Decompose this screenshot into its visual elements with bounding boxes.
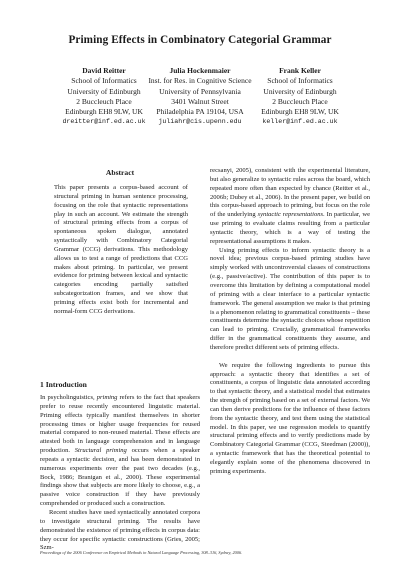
author-street: 2 Buccleuch Place	[272, 96, 328, 106]
author-street: 3401 Walnut Street	[171, 96, 229, 106]
proceedings-footnote: Proceedings of the 2006 Conference on Empirical Methods in Natural Language Processing, 308–316, Sydney, 2006.	[40, 550, 243, 555]
author-affiliation: School of Informatics	[267, 76, 333, 86]
author-street: 2 Buccleuch Place	[76, 96, 132, 106]
author-email[interactable]: dreitter@inf.ed.ac.uk	[62, 118, 146, 126]
body-paragraph: recsanyi, 2005), consistent with the experimental literature, but also generalize to syntactic rules across the board, which repeated more often than expected by chance (Reitter et al., 2006b; Dubey et al., 2006). In the present paper, we build on this corpus-based approach to priming, but focus on the role of the underlying syntactic representations. In particular, we use priming to evaluate claims resulting from a particular syntactic theory, which is a way of testing the representational assumptions it makes.	[210, 167, 371, 245]
author-block	[244, 66, 356, 128]
body-paragraph: We require the following ingredients to pursue this approach: a syntactic theory that identifies a set of constituents, a corpus of linguistic data annotated according to that syntactic theory, and a statistical model that estimates the strength of priming based on a set of external factors. We can then derive predictions for the influence of these factors from the syntactic theory, and test them using the statistical model. In this paper, we use regression models to quantify structural priming effects and to verify predictions made by Combinatory Categorial Grammar (CCG, Steedman (2000)), a syntactic framework that has the theoretical potential to elegantly explain some of the phenomena discovered in priming experiments.	[210, 361, 370, 475]
paper-title: Priming Effects in Combinatory Categorial Grammar	[68, 34, 332, 46]
author-affiliation: School of Informatics	[71, 76, 137, 86]
emphasis-term: Structural priming	[74, 447, 127, 455]
author-city: Edinburgh EH8 9LW, UK	[65, 107, 143, 117]
author-city: Edinburgh EH8 9LW, UK	[261, 107, 339, 117]
author-affiliation: University of Pennsylvania	[159, 86, 241, 96]
author-affiliation: University of Edinburgh	[67, 86, 141, 96]
introduction-text	[40, 394, 200, 553]
abstract-text	[54, 184, 188, 317]
abstract-paragraph: This paper presents a corpus-based account of structural priming in human sentence processing, focusing on the role that syntactic representations play in such an account. We estimate the strength of structural priming effects from a corpus of spontaneous spoken dialogue, annotated syntactically with Combinatory Categorial Grammar (CCG) derivations. This methodology allows us to test a range of predictions that CCG makes about priming. In particular, we present evidence for priming between lexical and syntactic categories encoding partially satisfied subcategorization frames, and we show that priming effects exist both for incremental and normal-form CCG derivations.	[54, 184, 188, 315]
author-name: Julia Hockenmaier	[169, 66, 231, 75]
section-heading-introduction: 1 Introduction	[40, 380, 87, 389]
author-email[interactable]: keller@inf.ed.ac.uk	[262, 118, 338, 126]
body-paragraph: Using priming effects to inform syntactic theory is a novel idea; previous corpus-based priming studies have simply worked with uncontroversial classes of constructions (e.g., passive/active). The contribution of this paper is to overcome this limitation by defining a computational model of priming with a clear interface to a particular syntactic framework. The general assumption we make is that priming is a phenomenon relating to grammatical constituents – these constituents determine the syntactic choices whose repetition can lead to priming. Crucially, grammatical frameworks differ in the grammatical constituents they assume, and therefore predict different sets of priming effects.	[210, 246, 370, 351]
author-name: David Reitter	[82, 66, 126, 75]
emphasis-term: priming	[96, 394, 118, 401]
author-affiliation: Inst. for Res. in Cognitive Science	[148, 76, 252, 86]
abstract-heading: Abstract	[105, 168, 135, 177]
author-block	[142, 66, 258, 128]
body-paragraph: Recent studies have used syntactically annotated corpora to investigate structural priming. The results have demonstrated the existence of priming effects in corpus data: they occur for specific syntactic constructions (Gries, 2005; Szm-	[40, 508, 200, 552]
author-email[interactable]: juliahr@cis.upenn.edu	[158, 118, 242, 126]
right-column-text	[210, 167, 370, 477]
author-city: Philadelphia PA 19104, USA	[156, 107, 244, 117]
body-paragraph: In psycholinguistics, priming refers to the fact that speakers prefer to reuse recently encountered linguistic material. Priming effects typically manifest themselves in shorter processing times or higher usage frequencies for reused material compared to non-reused material. These effects are attested both in language comprehension and in language production. Structural priming occurs when a speaker repeats a syntactic decision, and has been demonstrated in numerous experiments over the past two decades (e.g., Bock, 1986; Branigan et al., 2000). These experimental findings show that subjects are more likely to choose, e.g., a passive voice construction if they have previously comprehended or produced such a construction.	[40, 394, 201, 508]
emphasis-term: syntactic representations	[257, 211, 324, 219]
author-affiliation: University of Edinburgh	[263, 86, 337, 96]
author-name: Frank Keller	[279, 66, 321, 75]
